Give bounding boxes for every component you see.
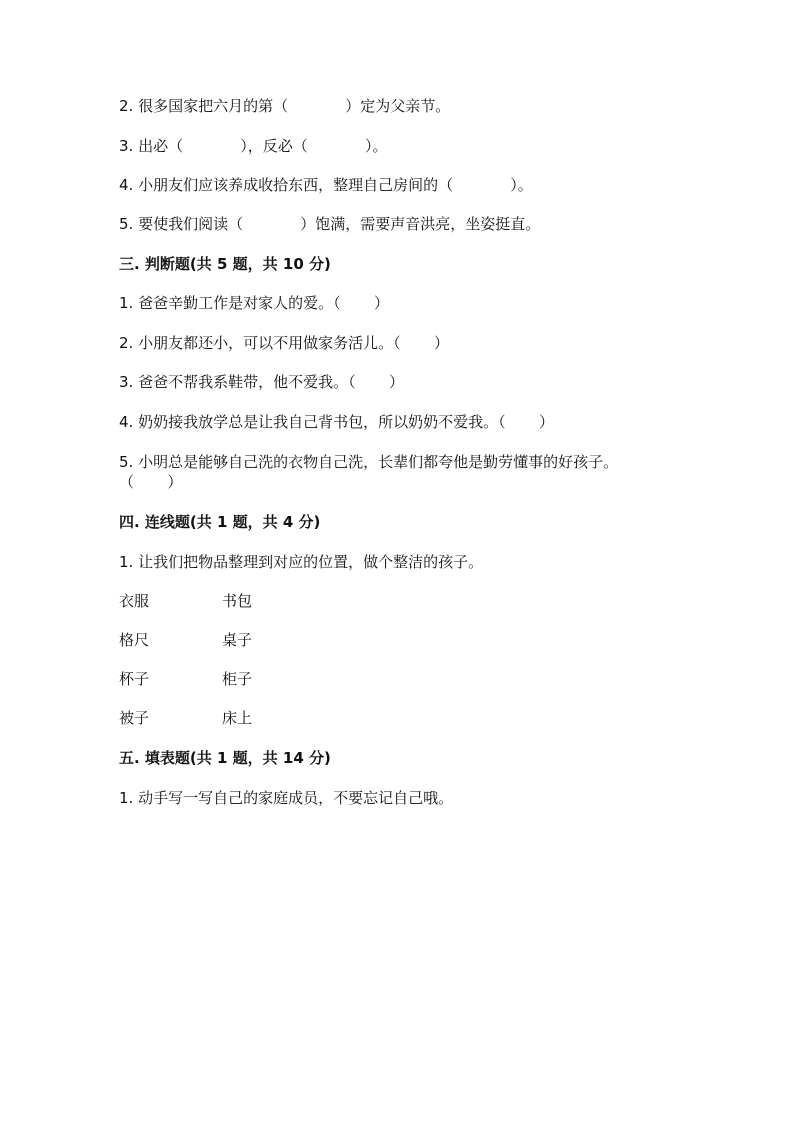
fill-question-5: 5. 要使我们阅读（ ）饱满，需要声音洪亮，坐姿挺直。	[119, 215, 541, 233]
match-right-item: 床上	[222, 709, 253, 727]
fill-question-2: 2. 很多国家把六月的第（ ）定为父亲节。	[119, 97, 451, 115]
fill-question-3: 3. 出必（ ），反必（ ）。	[119, 137, 388, 155]
section-heading-judgement: 三. 判断题(共 5 题，共 10 分)	[119, 255, 331, 273]
match-left-item: 杯子	[119, 670, 150, 688]
table-question-1: 1. 动手写一写自己的家庭成员，不要忘记自己哦。	[119, 789, 454, 807]
judge-question-4: 4. 奶奶接我放学总是让我自己背书包，所以奶奶不爱我。（ ）	[119, 413, 554, 431]
judge-question-3: 3. 爸爸不帮我系鞋带，他不爱我。（ ）	[119, 373, 404, 391]
fill-question-4: 4. 小朋友们应该养成收拾东西，整理自己房间的（ ）。	[119, 176, 533, 194]
match-right-item: 桌子	[222, 631, 253, 649]
match-right-item: 书包	[222, 592, 253, 610]
match-left-item: 格尺	[119, 631, 150, 649]
match-left-item: 衣服	[119, 592, 150, 610]
judge-question-5-line2: （ ）	[119, 473, 183, 491]
match-left-item: 被子	[119, 709, 150, 727]
section-heading-matching: 四. 连线题(共 1 题，共 4 分)	[119, 513, 321, 531]
judge-question-5-line1: 5. 小明总是能够自己洗的衣物自己洗，长辈们都夸他是勤劳懂事的好孩子。	[119, 453, 619, 471]
section-heading-table: 五. 填表题(共 1 题，共 14 分)	[119, 749, 331, 767]
match-right-item: 柜子	[222, 670, 253, 688]
judge-question-2: 2. 小朋友都还小，可以不用做家务活儿。（ ）	[119, 334, 449, 352]
matching-question-1: 1. 让我们把物品整理到对应的位置，做个整洁的孩子。	[119, 553, 484, 571]
judge-question-1: 1. 爸爸辛勤工作是对家人的爱。（ ）	[119, 294, 389, 312]
